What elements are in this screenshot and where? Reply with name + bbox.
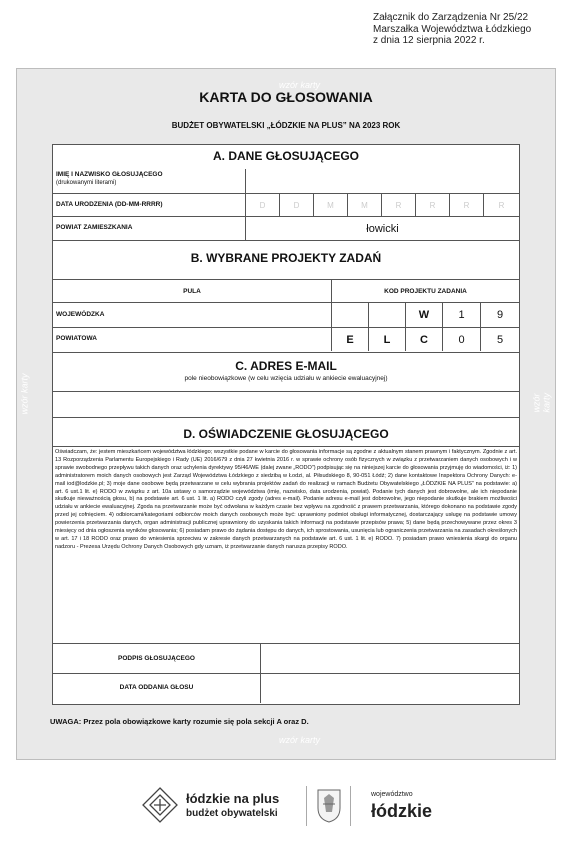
dob-digit-field[interactable]: R	[382, 194, 416, 217]
annex-line-2: Marszałka Województwa Łódzkiego	[373, 23, 532, 35]
project-code-char[interactable]: W	[406, 303, 443, 328]
annex-note	[373, 12, 531, 47]
dob-digit-field[interactable]: M	[314, 194, 348, 217]
project-code-char[interactable]: 1	[443, 303, 481, 328]
footer-divider	[350, 786, 351, 826]
signature-label: PODPIS GŁOSUJĄCEGO	[53, 643, 261, 674]
card-title: KARTA DO GŁOSOWANIA	[199, 89, 373, 105]
section-c-heading: C. ADRES E-MAIL	[235, 359, 337, 373]
dob-digit-field[interactable]: D	[280, 194, 314, 217]
section-c-box	[52, 353, 520, 418]
vote-date-label: DATA ODDANIA GŁOSU	[53, 674, 261, 703]
name-label-cell	[53, 169, 246, 194]
watermark-bottom: wzór karty	[279, 735, 321, 745]
code-column-header: KOD PROJEKTU ZADANIA	[332, 279, 519, 303]
project-code-char[interactable]: E	[332, 328, 369, 351]
section-d-box	[52, 418, 520, 705]
coat-of-arms-icon	[315, 786, 343, 824]
dob-digit-field[interactable]: R	[450, 194, 484, 217]
name-sublabel: (drukowanymi literami)	[56, 180, 117, 186]
mandatory-note: UWAGA: Przez pola obowiązkowe karty rozumie się pola sekcji A oraz D.	[50, 717, 309, 726]
county-field[interactable]: łowicki	[246, 217, 519, 240]
pool-label-voivodeship: WOJEWÓDZKA	[53, 303, 332, 328]
project-code-char[interactable]: C	[406, 328, 443, 351]
email-field[interactable]	[53, 391, 519, 417]
voting-card	[16, 68, 556, 760]
footer-voivodeship-name: łódzkie	[371, 801, 433, 821]
annex-line-1: Załącznik do Zarządzenia Nr 25/22	[373, 12, 529, 23]
footer-voivodeship-label: województwo	[371, 791, 413, 798]
vote-date-field[interactable]	[261, 674, 519, 703]
dob-digit-field[interactable]: R	[416, 194, 450, 217]
declaration-text: Oświadczam, że: jestem mieszkańcem województwa łódzkiego; wszystkie podane w karcie do głosowania informacje są zgodne z aktualnym stanem prawnym i faktycznym. Zgodnie z art. 13 Rozporządzenia Parlamentu Europejskiego i Rady (UE) 2016/679 z dnia 27 kwietnia 2016 r. w sprawie ochrony osób fizycznych w związku z przetwarzaniem danych osobowych i w sprawie swobodnego przepływu takich danych oraz uchylenia dyrektywy 95/46/WE (dalej zwane „RODO”) podpisując się na niniejszej karcie do głosowania przyjmuję do wiadomości, iż: 1) administratorem moich danych osobowych jest Zarząd Województwa Łódzkiego z siedzibą w Łodzi, al. Piłsudskiego 8, 90-051 Łódź; 2) dane kontaktowe Inspektora Ochrony Danych: e-mail iod@lodzkie.pl; 3) moje dane osobowe będą przetwarzane w celu wybrania projektów zadań do realizacji w ramach Budżetu Obywatelskiego „ŁÓDZKIE NA PLUS” na podstawie: a) art. 6 ust.1 lit. e) RODO w związku z art. 10a ustawy o samorządzie województwa (imię, nazwisko, data urodzenia, powiat). Podanie tych danych jest dobrowolne, ale ich niepodanie skutkuje nieważnością głosu, b) na podstawie art. 6 ust. 1 lit. a) RODO czyli zgody (adres e-mail). Podanie adresu e-mail jest dobrowolne, jego niepodanie skutkuje brakiem możliwości udziału w ankiecie ewaluacyjnej. Zgoda na przetwarzanie może być odwołana w każdym czasie bez wpływu na zgodność z prawem przetwarzania, którego dokonano na podstawie zgody przed jej cofnięciem. 4) odbiorcami/kategoriami odbiorców moich danych osobowych może być: uprawniony podmiot obsługi informatycznej, dostarczający usługę na podstawie umowy powierzenia przetwarzania danych, organ administracji publicznej uprawniony do uzyskania takich informacji na podstawie przepisów prawa; 5) dane będą przechowywane przez okres 3 miesięcy od dnia ogłoszenia wyników głosowania; 6) posiadam prawo do żądania dostępu do danych, ich sprostowania, usunięcia lub ograniczenia przetwarzania na zasadach określonych w art. 17 i 18 RODO oraz prawo do wniesienia sprzeciwu w zakresie danych przetwarzanych na podstawie art. 6 ust. 1 lit. e) RODO. 7) posiadam prawo wniesienia skargi do organu nadzoru - Prezesa Urzędu Ochrony Danych Osobowych gdy uznam, iż przetwarzanie danych narusza przepisy RODO.	[55, 449, 517, 550]
dob-digit-field[interactable]: M	[348, 194, 382, 217]
section-b-heading: B. WYBRANE PROJEKTY ZADAŃ	[190, 251, 382, 265]
county-label: POWIAT ZAMIESZKANIA	[53, 217, 246, 240]
section-a-box	[52, 144, 520, 241]
section-c-subheading: pole nieobowiązkowe (w celu wzięcia udziału w ankiecie ewaluacyjnej)	[184, 375, 388, 382]
footer-logo-subtitle: budżet obywatelski	[186, 808, 278, 819]
project-code-char[interactable]	[369, 303, 406, 328]
project-code-char[interactable]: L	[369, 328, 406, 351]
name-label: IMIĘ I NAZWISKO GŁOSUJĄCEGO	[56, 171, 163, 178]
watermark-left: wzór karty	[19, 373, 30, 415]
project-code-char[interactable]: 0	[443, 328, 481, 351]
section-a-heading: A. DANE GŁOSUJĄCEGO	[212, 149, 359, 163]
project-code-char[interactable]: 5	[481, 328, 519, 351]
watermark-top: wzór karty	[279, 80, 321, 90]
section-d-heading: D. OŚWIADCZENIE GŁOSUJĄCEGO	[183, 427, 389, 441]
lodzkie-na-plus-logo-icon	[140, 785, 180, 825]
annex-line-3: z dnia 12 sierpnia 2022 r.	[373, 35, 485, 46]
footer-logo-title: łódzkie na plus	[186, 791, 280, 806]
dob-digit-field[interactable]: D	[246, 194, 280, 217]
card-subtitle: BUDŻET OBYWATELSKI „ŁÓDZKIE NA PLUS” NA 2023 ROK	[171, 121, 401, 130]
pool-label-county: POWIATOWA	[53, 328, 332, 351]
signature-field[interactable]	[261, 643, 519, 674]
dob-digit-field[interactable]: R	[484, 194, 519, 217]
section-b-box	[52, 241, 520, 353]
project-code-char[interactable]: 9	[481, 303, 519, 328]
dob-label: DATA URODZENIA (DD-MM-RRRR)	[53, 194, 246, 217]
name-field[interactable]	[246, 169, 519, 194]
watermark-right: wzór karty	[531, 392, 552, 413]
project-code-char[interactable]	[332, 303, 369, 328]
pool-column-header: PULA	[53, 279, 332, 303]
footer-divider	[306, 786, 307, 826]
